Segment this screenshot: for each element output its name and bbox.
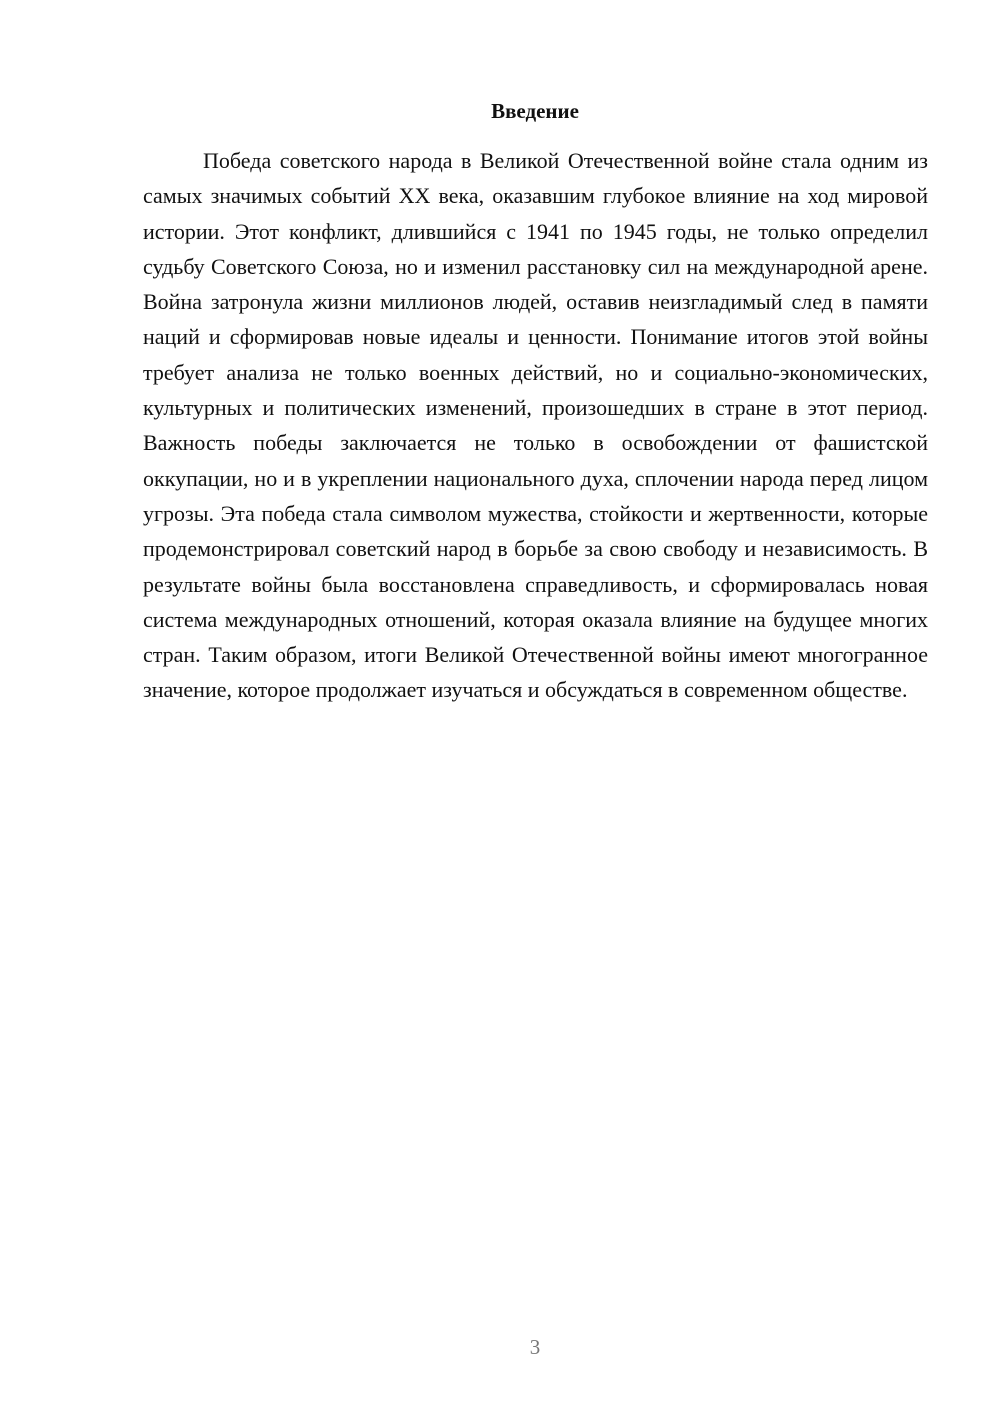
introduction-paragraph: Победа советского народа в Великой Отечественной войне стала одним из самых значимых событий XX века, оказавшим глубокое влияние на ход мировой истории. Этот конфликт, длившийся с 1941 по 1945 годы, не только определил судьбу Советского Союза, но и изменил расстановку сил на международной арене. Война затронула жизни миллионов людей, оставив неизгладимый след в памяти наций и сформировав новые идеалы и ценности. Понимание итогов этой войны требует анализа не только военных действий, но и социально-экономических, культурных и политических изменений, произошедших в стране в этот период. Важность победы заключается не только в освобождении от фашистской оккупации, но и в укреплении национального духа, сплочении народа перед лицом угрозы. Эта победа стала символом мужества, стойкости и жертвенности, которые продемонстрировал советский народ в борьбе за свою свободу и независимость. В результате войны была восстановлена справедливость, и сформировалась новая система международных отношений, которая оказала влияние на будущее многих стран. Таким образом, итоги Великой Отечественной войны имеют многогранное значение, которое продолжает изучаться и обсуждаться в современном обществе. xyxy=(143,148,928,703)
page-number: 3 xyxy=(529,1335,541,1359)
section-heading: Введение xyxy=(491,99,579,123)
